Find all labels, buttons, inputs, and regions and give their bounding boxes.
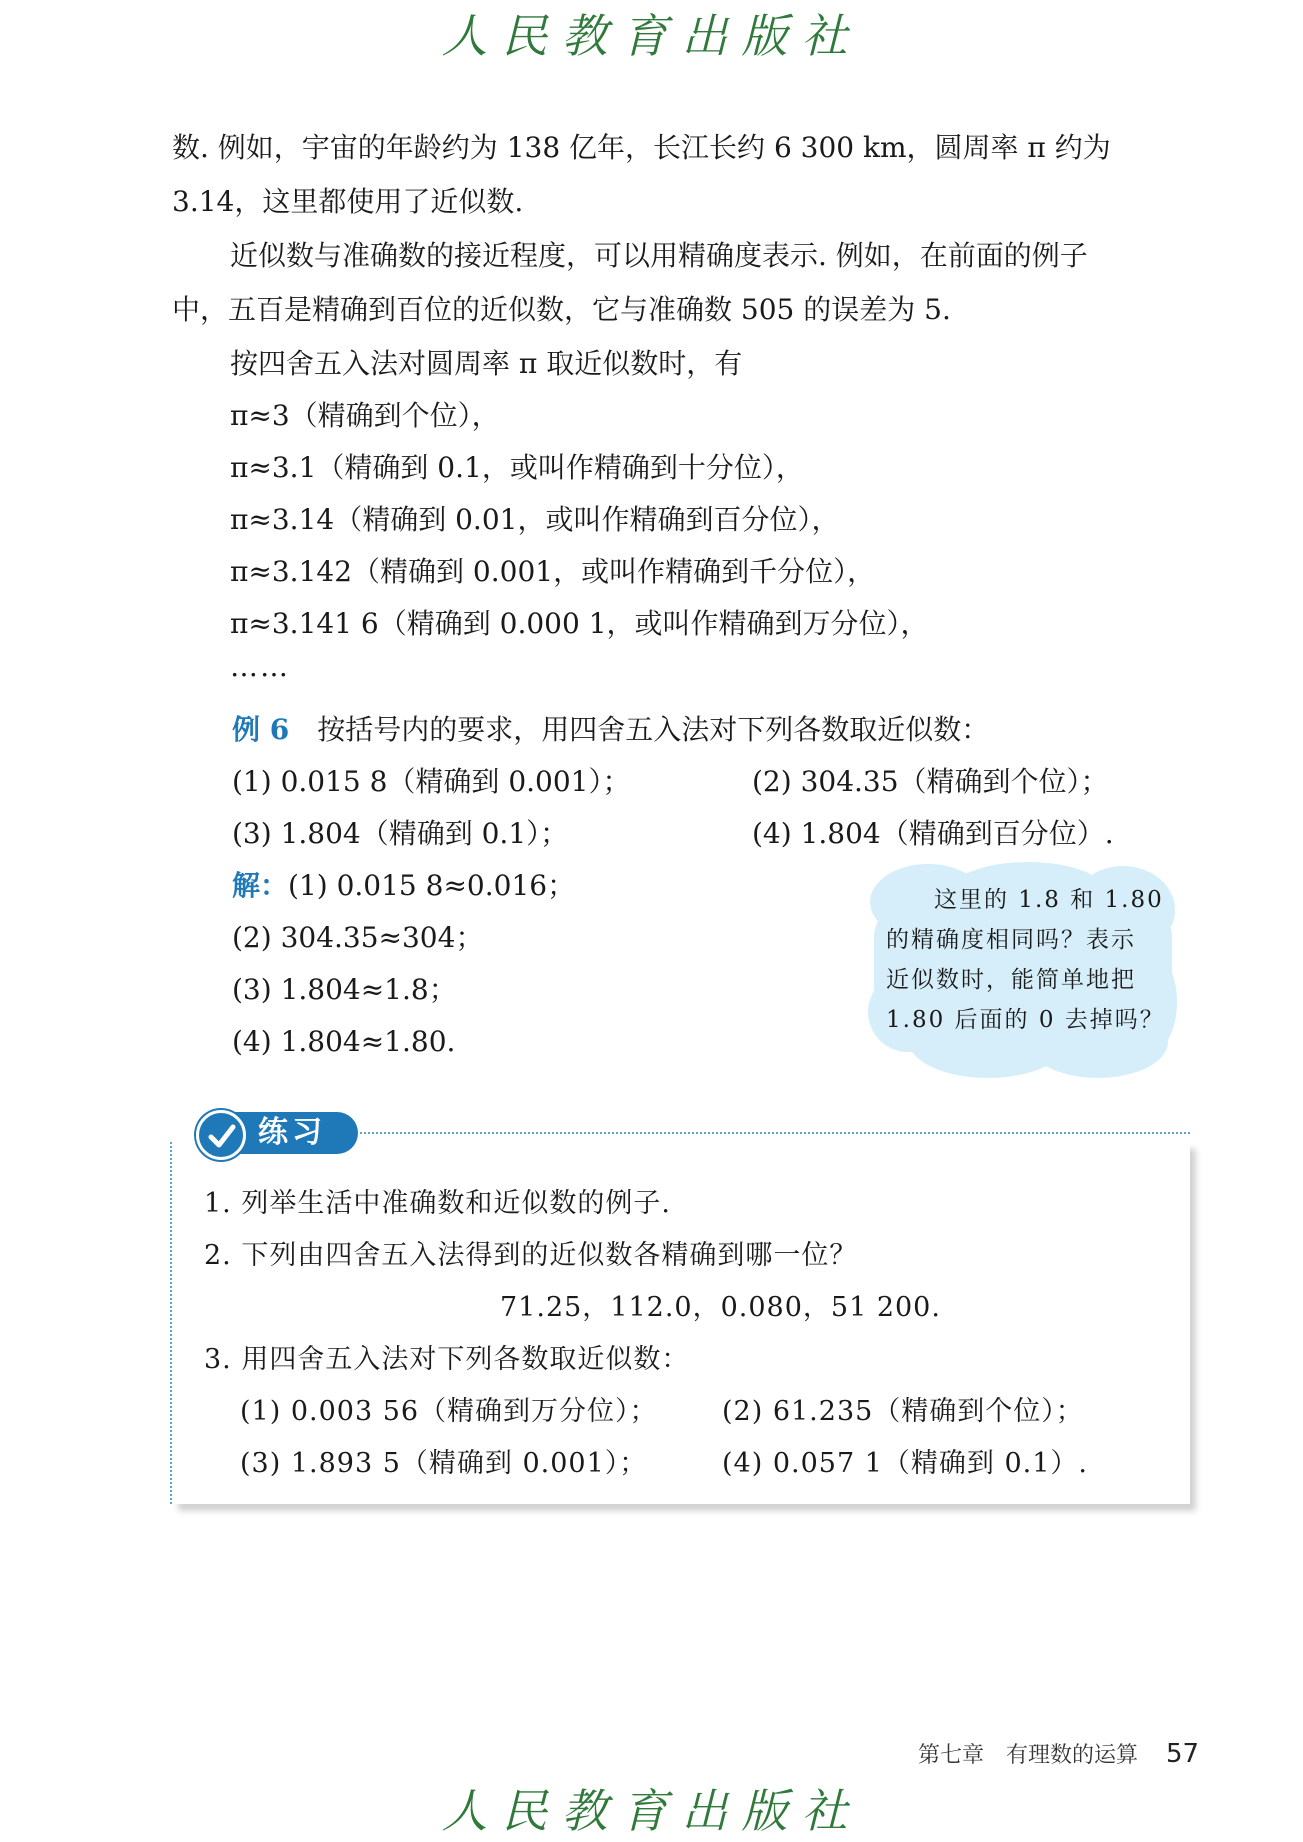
paragraph-line: 数. 例如，宇宙的年龄约为 138 亿年，长江长约 6 300 km，圆周率 π 约为 xyxy=(172,131,1111,164)
cloud-line: 1.80 后面的 0 去掉吗？ xyxy=(886,1007,1165,1033)
pi-approx-line: π≈3.141 6（精确到 0.000 1，或叫作精确到万分位）， xyxy=(230,607,929,640)
practice-question: 2. 下列由四舍五入法得到的近似数各精确到哪一位？ xyxy=(204,1240,858,1271)
practice-dotted-divider xyxy=(360,1132,1190,1134)
practice-item: (1) 0.003 56（精确到万分位）； xyxy=(240,1396,658,1427)
practice-item: (3) 1.893 5（精确到 0.001）； xyxy=(240,1448,648,1479)
solution-step: (2) 304.35≈304； xyxy=(232,921,484,954)
thought-cloud xyxy=(868,862,1178,1080)
ellipsis: …… xyxy=(230,650,290,683)
example-item: (3) 1.804（精确到 0.1）； xyxy=(232,817,569,850)
solution-step: (1) 0.015 8≈0.016； xyxy=(288,869,576,902)
pi-approx-line: π≈3.14（精确到 0.01，或叫作精确到百分位）， xyxy=(230,503,840,536)
example-label: 例 6 xyxy=(232,713,290,746)
publisher-logo-bottom: 人民教育出版社 xyxy=(441,1784,862,1838)
practice-title: 练习 xyxy=(258,1115,326,1150)
practice-badge-icon xyxy=(196,1110,246,1160)
solution-step: (3) 1.804≈1.8； xyxy=(232,973,457,1006)
publisher-logo-top: 人民教育出版社 xyxy=(441,9,862,63)
paragraph-line: 近似数与准确数的接近程度，可以用精确度表示. 例如，在前面的例子 xyxy=(230,239,1088,272)
paragraph-line: 按四舍五入法对圆周率 π 取近似数时，有 xyxy=(230,347,743,380)
example-prompt: 按括号内的要求，用四舍五入法对下列各数取近似数： xyxy=(317,713,990,746)
example-item: (4) 1.804（精确到百分位）. xyxy=(752,817,1114,850)
solution-label: 解： xyxy=(232,869,289,902)
practice-question: 3. 用四舍五入法对下列各数取近似数： xyxy=(204,1344,690,1375)
paragraph-line: 3.14，这里都使用了近似数. xyxy=(172,185,524,218)
example-item: (2) 304.35（精确到个位）； xyxy=(752,765,1109,798)
paragraph-line: 中，五百是精确到百位的近似数，它与准确数 505 的误差为 5. xyxy=(172,293,951,326)
solution-line xyxy=(232,868,575,904)
cloud-text xyxy=(886,880,1166,1040)
example-heading xyxy=(232,712,989,748)
chapter-footer: 第七章 有理数的运算 xyxy=(918,1743,1139,1768)
practice-item: (4) 0.057 1（精确到 0.1）. xyxy=(722,1448,1088,1479)
example-item: (1) 0.015 8（精确到 0.001）； xyxy=(232,765,631,798)
cloud-line: 这里的 1.8 和 1.80 xyxy=(934,887,1164,913)
practice-numbers: 71.25，112.0，0.080，51 200. xyxy=(500,1292,941,1323)
cloud-line: 近似数时，能简单地把 xyxy=(886,967,1136,993)
practice-item: (2) 61.235（精确到个位）； xyxy=(722,1396,1084,1427)
practice-tab xyxy=(196,1110,360,1156)
cloud-line: 的精确度相同吗？表示 xyxy=(886,927,1136,953)
pi-approx-line: π≈3（精确到个位）， xyxy=(230,399,500,432)
practice-question: 1. 列举生活中准确数和近似数的例子. xyxy=(204,1188,671,1219)
pi-approx-line: π≈3.1（精确到 0.1，或叫作精确到十分位）， xyxy=(230,451,804,484)
page-number: 57 xyxy=(1166,1739,1200,1769)
pi-approx-line: π≈3.142（精确到 0.001，或叫作精确到千分位）， xyxy=(230,555,876,588)
solution-step: (4) 1.804≈1.80. xyxy=(232,1025,456,1058)
